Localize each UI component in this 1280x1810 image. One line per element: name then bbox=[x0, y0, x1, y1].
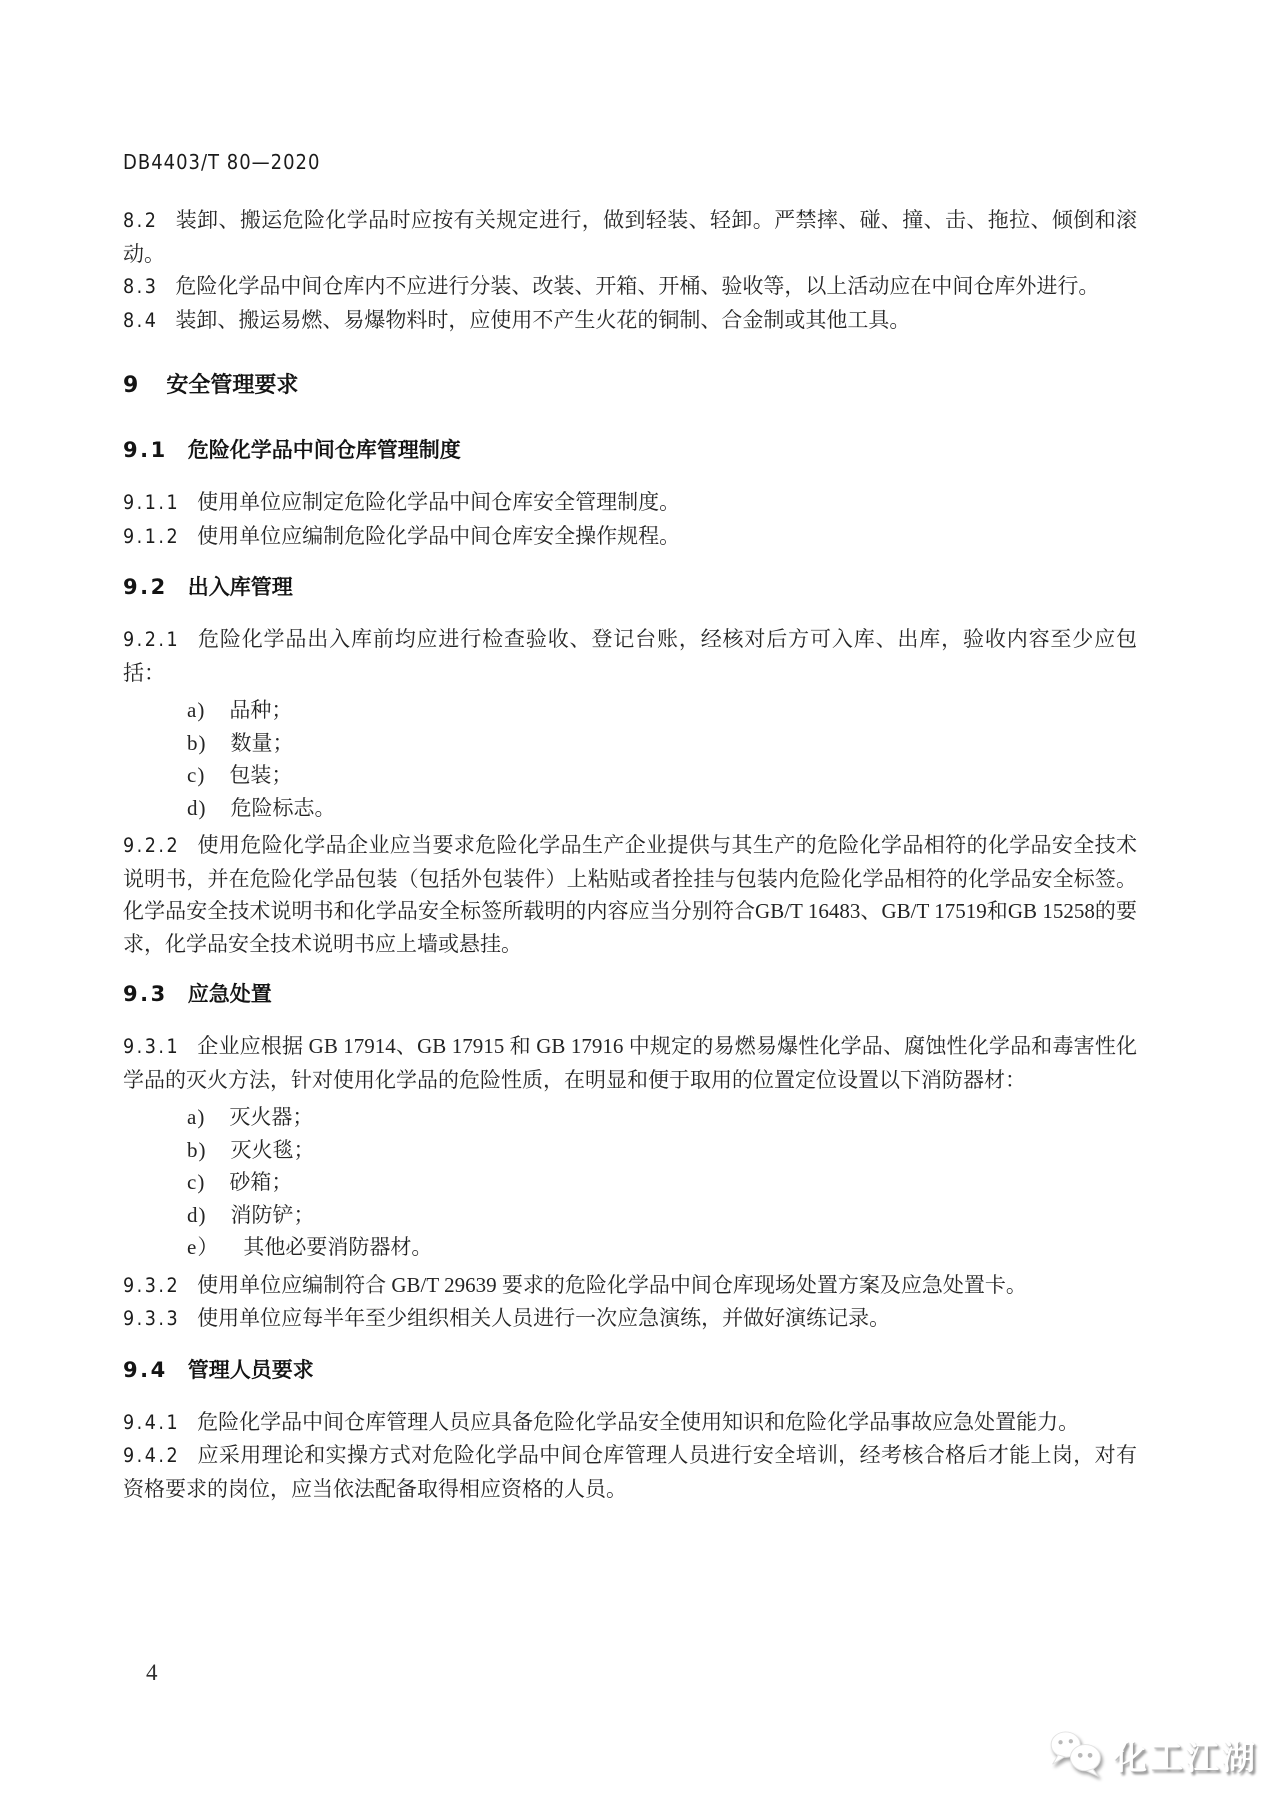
clause-text: 装卸、搬运易燃、易爆物料时，应使用不产生火花的铜制、合金制或其他工具。 bbox=[175, 307, 911, 332]
clause-text: 使用危险化学品企业应当要求危险化学品生产企业提供与其生产的危险化学品相符的化学品安全技术说明书，并在危险化学品包装（包括外包装件）上粘贴或者拴挂与包装内危险化学品相符的化学品安全标签。化学品安全技术说明书和化学品安全标签所载明的内容应当分别符合GB/T 16483、GB/T 17519和GB 15258的要求，化学品安全技术说明书应上墙或悬挂。 bbox=[123, 833, 1137, 956]
clause-number: 8.2 bbox=[123, 209, 159, 232]
list-item bbox=[123, 1166, 1137, 1199]
list-item bbox=[123, 1231, 1137, 1264]
clause-number: 9.1.2 bbox=[123, 524, 181, 548]
clause-8-3 bbox=[123, 270, 1137, 304]
watermark-logo bbox=[1046, 1728, 1258, 1783]
clause-number: 8.4 bbox=[123, 308, 159, 332]
list-marker: b) bbox=[187, 730, 207, 755]
list-item bbox=[123, 792, 1137, 825]
list-item bbox=[123, 727, 1137, 760]
watermark-text: 化工江湖 bbox=[1114, 1738, 1258, 1777]
list-item bbox=[123, 1134, 1137, 1167]
clause-number: 9.4.1 bbox=[123, 1410, 181, 1434]
list-marker: e） bbox=[187, 1235, 220, 1259]
clause-text: 企业应根据 GB 17914、GB 17915 和 GB 17916 中规定的易燃易爆性化学品、腐蚀性化学品和毒害性化学品的灭火方法，针对使用化学品的危险性质，在明显和便于取用的位置定位设置以下消防器材： bbox=[123, 1034, 1137, 1092]
section-9-heading bbox=[123, 369, 1137, 402]
list-item-text: 消防铲； bbox=[230, 1202, 315, 1227]
clause-9-1-1 bbox=[123, 486, 1137, 520]
section-title: 出入库管理 bbox=[187, 575, 293, 599]
clause-number: 9.4.2 bbox=[123, 1444, 181, 1467]
clause-9-4-2 bbox=[123, 1439, 1137, 1505]
list-marker: c) bbox=[187, 763, 206, 787]
clause-9-1-2 bbox=[123, 520, 1137, 554]
clause-text: 使用单位应编制符合 GB/T 29639 要求的危险化学品中间仓库现场处置方案及应急处置卡。 bbox=[197, 1272, 1027, 1297]
clause-9-3-2 bbox=[123, 1269, 1137, 1303]
clause-9-2-2 bbox=[123, 829, 1137, 960]
wechat-chat-bubbles-icon bbox=[1046, 1728, 1106, 1783]
fire-equipment-list bbox=[123, 1101, 1137, 1264]
clause-8-2 bbox=[123, 204, 1137, 270]
clause-text: 装卸、搬运危险化学品时应按有关规定进行，做到轻装、轻卸。严禁摔、碰、撞、击、拖拉、倾倒和滚动。 bbox=[123, 208, 1137, 266]
clause-9-3-3 bbox=[123, 1302, 1137, 1336]
clause-text: 危险化学品出入库前均应进行检查验收、登记台账，经核对后方可入库、出库，验收内容至少应包括： bbox=[123, 627, 1137, 685]
clause-9-4-1 bbox=[123, 1406, 1137, 1440]
clause-number: 9.2.1 bbox=[123, 628, 181, 651]
clause-number: 9.2.2 bbox=[123, 834, 181, 857]
list-item-text: 品种； bbox=[229, 698, 293, 722]
clause-text: 危险化学品中间仓库管理人员应具备危险化学品安全使用知识和危险化学品事故应急处置能力。 bbox=[197, 1409, 1080, 1434]
section-number: 9.4 bbox=[123, 1357, 168, 1382]
section-number: 9.3 bbox=[123, 982, 168, 1006]
section-9-2-heading bbox=[123, 571, 1137, 604]
standard-code-header: DB4403/T 80—2020 bbox=[123, 150, 321, 174]
section-title: 安全管理要求 bbox=[166, 373, 299, 398]
list-item bbox=[123, 1101, 1137, 1134]
clause-text: 使用单位应每半年至少组织相关人员进行一次应急演练，并做好演练记录。 bbox=[197, 1306, 891, 1330]
clause-8-4 bbox=[123, 304, 1137, 338]
clause-number: 9.3.2 bbox=[123, 1273, 181, 1297]
section-9-4-heading bbox=[123, 1354, 1137, 1387]
list-item-text: 包装； bbox=[229, 763, 293, 787]
list-item bbox=[123, 759, 1137, 792]
section-9-3-heading bbox=[123, 978, 1137, 1011]
page-number: 4 bbox=[146, 1660, 158, 1685]
section-title: 应急处置 bbox=[187, 982, 272, 1006]
clause-number: 9.3.3 bbox=[123, 1307, 181, 1330]
list-marker: d) bbox=[187, 795, 207, 820]
section-9-1-heading bbox=[123, 434, 1137, 467]
list-item-text: 砂箱； bbox=[229, 1170, 293, 1194]
list-item bbox=[123, 1199, 1137, 1232]
section-number: 9 bbox=[123, 373, 141, 398]
clause-9-3-1 bbox=[123, 1030, 1137, 1096]
acceptance-items-list bbox=[123, 694, 1137, 824]
section-title: 危险化学品中间仓库管理制度 bbox=[187, 438, 461, 462]
document-body bbox=[123, 204, 1137, 1505]
clause-text: 应采用理论和实操方式对危险化学品中间仓库管理人员进行安全培训，经考核合格后才能上岗，对有资格要求的岗位，应当依法配备取得相应资格的人员。 bbox=[123, 1443, 1137, 1501]
list-marker: b) bbox=[187, 1137, 207, 1162]
clause-number: 9.1.1 bbox=[123, 491, 181, 514]
section-number: 9.1 bbox=[123, 438, 168, 462]
list-marker: d) bbox=[187, 1202, 207, 1227]
list-marker: a) bbox=[187, 698, 206, 722]
list-marker: a) bbox=[187, 1105, 206, 1129]
list-item-text: 灭火器； bbox=[229, 1105, 314, 1129]
list-item-text: 危险标志。 bbox=[230, 795, 336, 820]
section-number: 9.2 bbox=[123, 575, 168, 599]
list-item bbox=[123, 694, 1137, 727]
list-item-text: 灭火毯； bbox=[230, 1137, 315, 1162]
clause-text: 使用单位应编制危险化学品中间仓库安全操作规程。 bbox=[197, 523, 681, 548]
clause-9-2-1 bbox=[123, 623, 1137, 689]
section-title: 管理人员要求 bbox=[187, 1357, 314, 1382]
clause-text: 危险化学品中间仓库内不应进行分装、改装、开箱、开桶、验收等，以上活动应在中间仓库外进行。 bbox=[175, 274, 1100, 298]
list-item-text: 其他必要消防器材。 bbox=[243, 1235, 433, 1259]
clause-number: 9.3.1 bbox=[123, 1035, 181, 1058]
clause-text: 使用单位应制定危险化学品中间仓库安全管理制度。 bbox=[197, 490, 681, 514]
list-item-text: 数量； bbox=[230, 730, 294, 755]
list-marker: c) bbox=[187, 1170, 206, 1194]
clause-number: 8.3 bbox=[123, 275, 159, 298]
